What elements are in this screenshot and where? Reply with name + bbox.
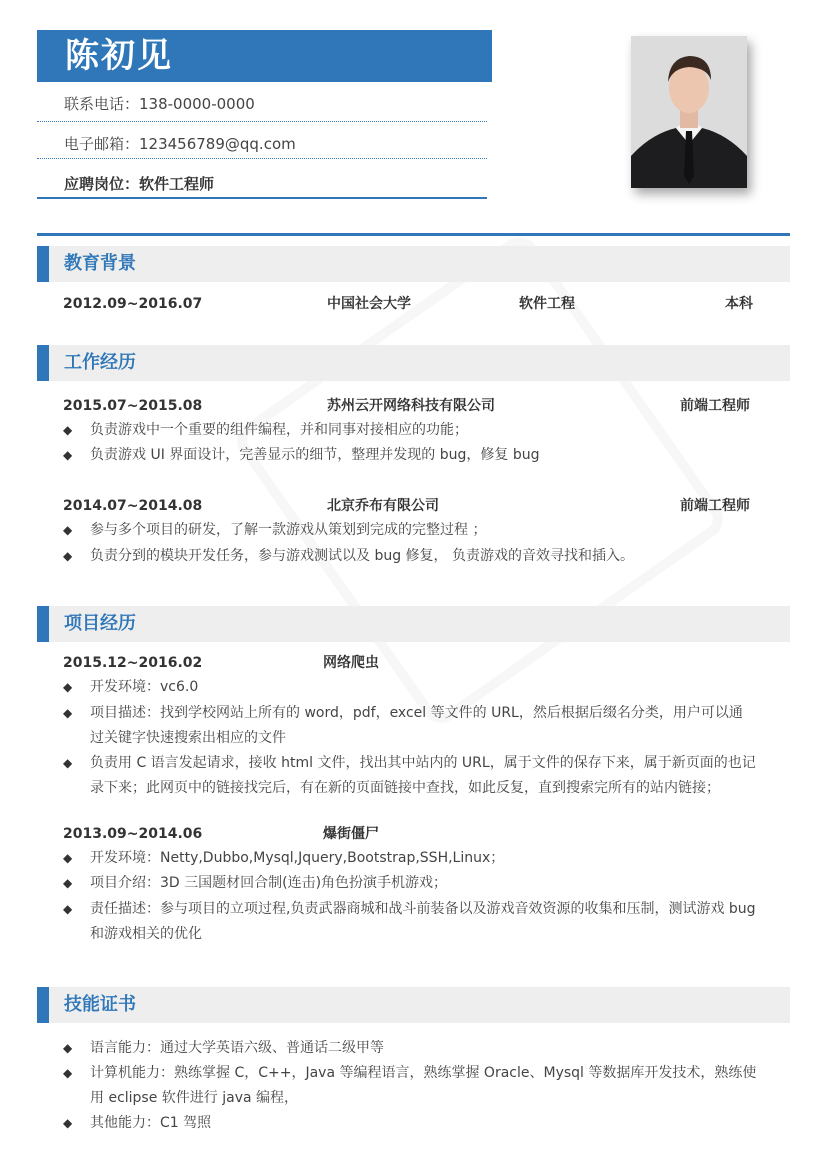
section-projects xyxy=(37,606,790,642)
diamond-icon: ◆ xyxy=(63,706,73,720)
diamond-icon: ◆ xyxy=(63,448,73,462)
job-role: 前端工程师 xyxy=(680,398,750,414)
diamond-icon: ◆ xyxy=(63,423,73,437)
list-item: ◆ 负责游戏中一个重要的组件编程，并和同事对接相应的功能； xyxy=(63,418,783,443)
diamond-icon: ◆ xyxy=(63,851,73,865)
list-item: ◆ 项目介绍：3D 三国题材回合制(连击)角色扮演手机游戏； xyxy=(63,871,783,896)
list-item-continuation: 过关键字快速搜索出相应的文件 xyxy=(90,730,286,746)
candidate-name: 陈初见 xyxy=(65,36,173,76)
diamond-icon: ◆ xyxy=(63,876,73,890)
email-line: 电子邮箱：123456789@qq.com xyxy=(64,135,296,153)
divider-dotted xyxy=(37,158,487,159)
list-item-continuation: 录下来；此网页中的链接找完后，有在新的页面链接中查找，如此反复，直到搜索完所有的站内链接； xyxy=(90,780,720,796)
section-skills xyxy=(37,987,790,1023)
edu-degree: 本科 xyxy=(725,296,753,312)
list-item: ◆ 负责游戏 UI 界面设计，完善显示的细节，整理并发现的 bug，修复 bug xyxy=(63,443,783,468)
diamond-icon: ◆ xyxy=(63,523,73,537)
divider-dotted xyxy=(37,121,487,122)
name-banner xyxy=(37,30,492,82)
job-period: 2014.07~2014.08 xyxy=(63,498,203,514)
list-item: ◆ 参与多个项目的研发，了解一款游戏从策划到完成的完整过程 ； xyxy=(63,518,783,543)
phone-line: 联系电话：138-0000-0000 xyxy=(64,95,255,113)
project-name: 爆街僵尸 xyxy=(323,826,379,842)
list-item: ◆ 开发环境：Netty,Dubbo,Mysql,Jquery,Bootstrap,SSH,Linux； xyxy=(63,846,783,871)
section-marker xyxy=(37,345,49,381)
edu-school: 中国社会大学 xyxy=(327,296,411,312)
section-marker xyxy=(37,987,49,1023)
section-work xyxy=(37,345,790,381)
portrait-icon xyxy=(631,36,747,188)
list-item: ◆ 语言能力：通过大学英语六级、普通话二级甲等 xyxy=(63,1036,783,1061)
section-title: 工作经历 xyxy=(64,352,136,373)
section-rule xyxy=(37,233,790,236)
project-period: 2015.12~2016.02 xyxy=(63,655,203,671)
list-item: ◆ 责任描述：参与项目的立项过程,负责武器商城和战斗前装备以及游戏音效资源的收集和压制，测试游戏 bug xyxy=(63,897,783,922)
section-title: 技能证书 xyxy=(64,994,136,1015)
edu-period: 2012.09~2016.07 xyxy=(63,296,203,312)
job-company: 苏州云开网络科技有限公司 xyxy=(327,398,495,414)
job-period: 2015.07~2015.08 xyxy=(63,398,203,414)
list-item: ◆ 计算机能力：熟练掌握 C，C++，Java 等编程语言，熟练掌握 Oracle、Mysql 等数据库开发技术，熟练使 xyxy=(63,1061,783,1086)
diamond-icon: ◆ xyxy=(63,756,73,770)
diamond-icon: ◆ xyxy=(63,549,73,563)
list-item: ◆ 开发环境：vc6.0 xyxy=(63,675,783,700)
project-name: 网络爬虫 xyxy=(323,655,379,671)
diamond-icon: ◆ xyxy=(63,902,73,916)
profile-photo xyxy=(631,36,747,188)
diamond-icon: ◆ xyxy=(63,1116,73,1130)
list-item: ◆ 负责分到的模块开发任务，参与游戏测试以及 bug 修复， 负责游戏的音效寻找和插入。 xyxy=(63,544,783,569)
watermark xyxy=(229,229,730,730)
diamond-icon: ◆ xyxy=(63,680,73,694)
diamond-icon: ◆ xyxy=(63,1066,73,1080)
section-marker xyxy=(37,246,49,282)
project-period: 2013.09~2014.06 xyxy=(63,826,203,842)
divider-solid xyxy=(37,197,487,199)
section-education xyxy=(37,246,790,282)
list-item: ◆ 负责用 C 语言发起请求，接收 html 文件，找出其中站内的 URL，属于文件的保存下来，属于新页面的也记 xyxy=(63,751,783,776)
edu-major: 软件工程 xyxy=(519,296,575,312)
section-marker xyxy=(37,606,49,642)
section-title: 教育背景 xyxy=(64,253,136,274)
position-line: 应聘岗位：软件工程师 xyxy=(64,175,215,193)
diamond-icon: ◆ xyxy=(63,1041,73,1055)
list-item: ◆ 项目描述：找到学校网站上所有的 word，pdf，excel 等文件的 URL，然后根据后缀名分类，用户可以通 xyxy=(63,701,783,726)
list-item-continuation: 用 eclipse 软件进行 java 编程， xyxy=(90,1090,299,1106)
list-item-continuation: 和游戏相关的优化 xyxy=(90,926,202,942)
section-title: 项目经历 xyxy=(64,613,136,634)
list-item: ◆ 其他能力：C1 驾照 xyxy=(63,1111,783,1136)
job-company: 北京乔布有限公司 xyxy=(327,498,439,514)
job-role: 前端工程师 xyxy=(680,498,750,514)
